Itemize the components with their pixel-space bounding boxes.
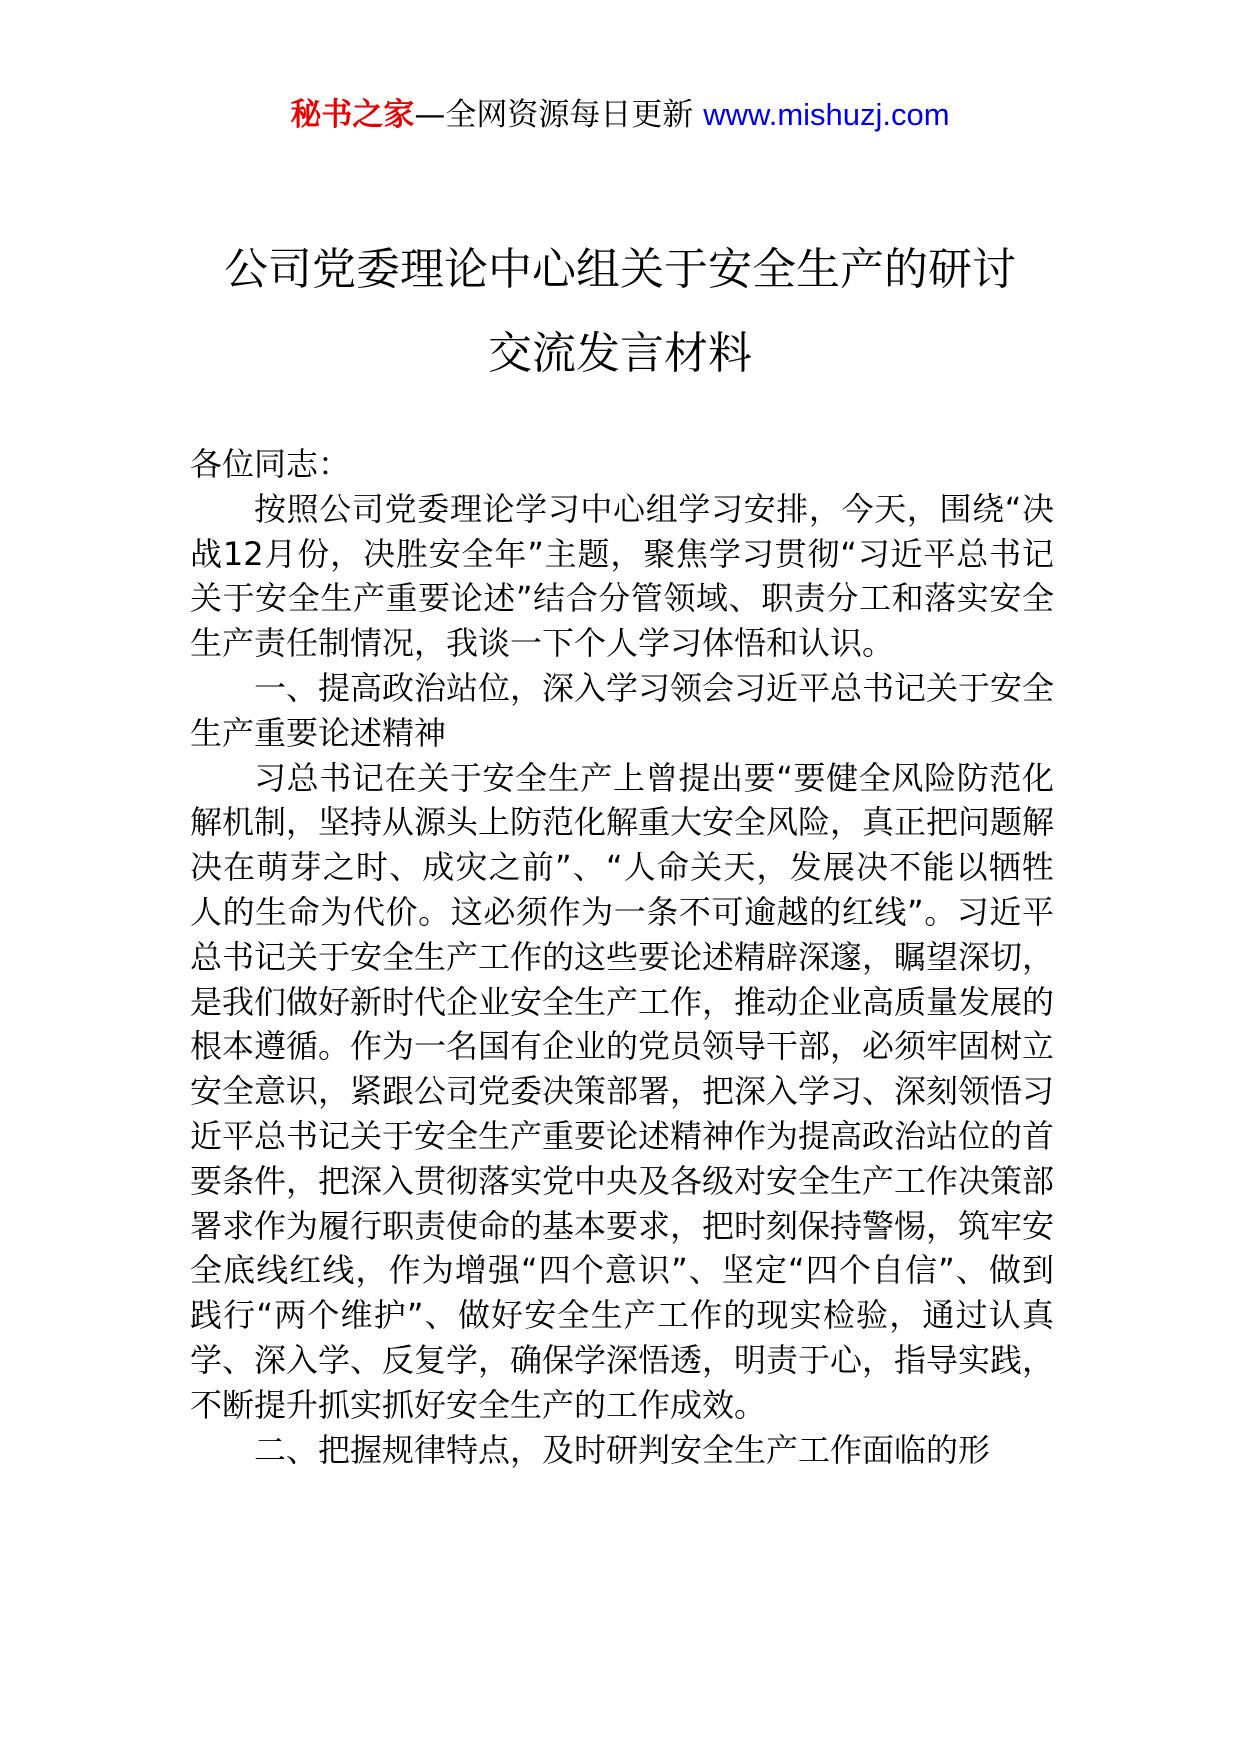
title-line-2: 交流发言材料 — [488, 328, 752, 379]
header-slogan: —全网资源每日更新 — [414, 97, 694, 133]
section-heading-1: 一、提高政治站位，深入学习领会习近平总书记关于安全生产重要论述精神 — [190, 668, 1055, 752]
site-header — [0, 95, 1240, 135]
section-heading-2: 二、把握规律特点，及时研判安全生产工作面临的形 — [254, 1430, 991, 1469]
section-1-paragraph: 习总书记在关于安全生产上曾提出要“要健全风险防范化解机制，坚持从源头上防范化解重大安全风险，真正把问题解决在萌芽之时、成灾之前”、“人命关天，发展决不能以牺牲人的生命为代价。这必须作为一条不可逾越的红线”。习近平总书记关于安全生产工作的这些要论述精辟深邃，瞩望深切，是我们做好新时代企业安全生产工作，推动企业高质量发展的根本遵循。作为一名国有企业的党员领导干部，必须牢固树立安全意识，紧跟公司党委决策部署，把深入学习、深刻领悟习近平总书记关于安全生产重要论述精神作为提高政治站位的首要条件，把深入贯彻落实党中央及各级对安全生产工作决策部署求作为履行职责使命的基本要求，把时刻保持警惕，筑牢安全底线红线，作为增强“四个意识”、坚定“四个自信”、做到践行“两个维护”、做好安全生产工作的现实检验，通过认真学、深入学、反复学，确保学深悟透，明责于心，指导实践，不断提升抓实抓好安全生产的工作成效。 — [190, 758, 1055, 1424]
site-url-link[interactable]: www.mishuzj.com — [703, 97, 950, 132]
document-title — [0, 228, 1240, 396]
title-line-1: 公司党委理论中心组关于安全生产的研讨 — [224, 244, 1016, 295]
document-body — [190, 442, 1054, 1472]
salutation: 各位同志： — [190, 445, 351, 483]
brand-name: 秘书之家 — [290, 97, 415, 133]
intro-paragraph: 按照公司党委理论学习中心组学习安排，今天，围绕“决战12月份，决胜安全年”主题，聚焦学习贯彻“习近平总书记关于安全生产重要论述”结合分管领域、职责分工和落实安全生产责任制情况，我谈一下个人学习体悟和认识。 — [190, 489, 1054, 663]
